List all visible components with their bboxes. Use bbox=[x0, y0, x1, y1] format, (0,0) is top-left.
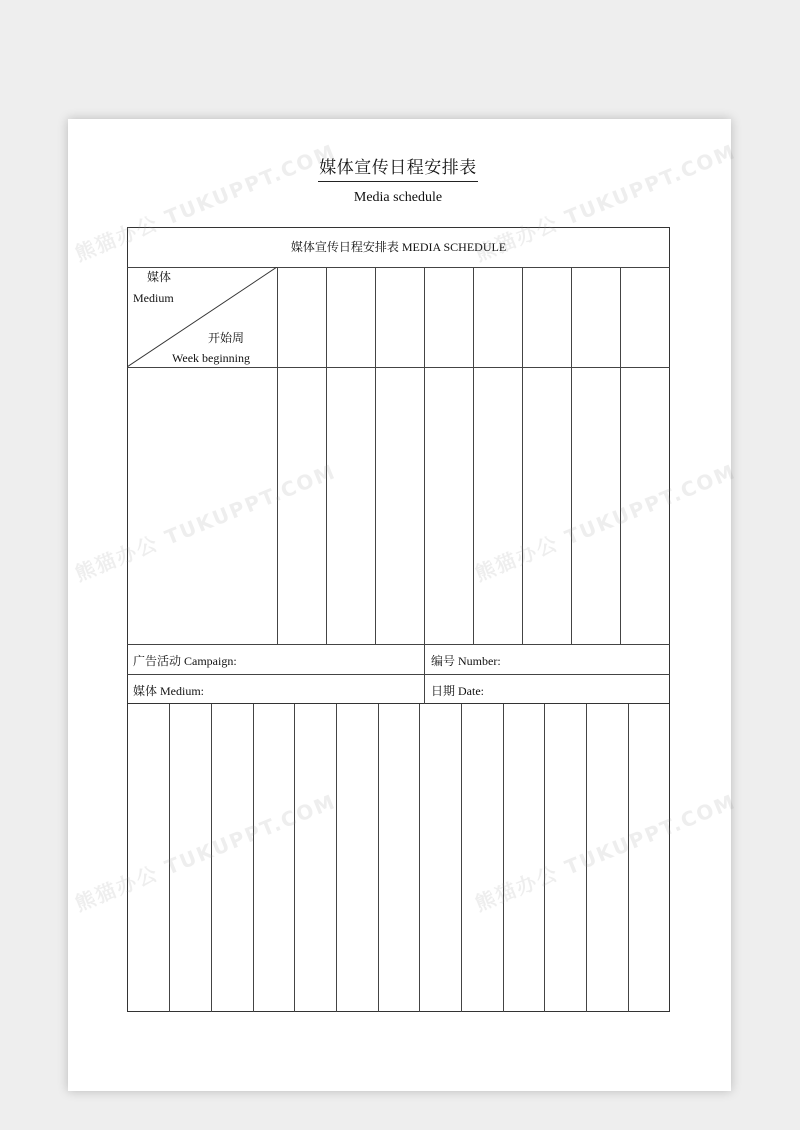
info-row-divider bbox=[127, 674, 670, 675]
grid-column-divider bbox=[544, 704, 545, 1012]
grid-column-divider bbox=[378, 704, 379, 1012]
column-divider bbox=[571, 267, 572, 644]
grid-column-divider bbox=[586, 704, 587, 1012]
number-label: 编号 Number: bbox=[431, 654, 501, 668]
lower-grid-table bbox=[127, 704, 670, 1012]
grid-column-divider bbox=[419, 704, 420, 1012]
column-divider bbox=[620, 267, 621, 644]
document-title-chinese: 媒体宣传日程安排表 bbox=[318, 157, 478, 182]
corner-medium-en: Medium bbox=[133, 291, 174, 305]
corner-medium-cn: 媒体 bbox=[147, 270, 172, 284]
column-divider bbox=[375, 267, 376, 644]
grid-column-divider bbox=[211, 704, 212, 1012]
table-header: 媒体宣传日程安排表 MEDIA SCHEDULE bbox=[290, 240, 507, 254]
info-column-divider bbox=[424, 644, 425, 704]
grid-column-divider bbox=[461, 704, 462, 1012]
campaign-label: 广告活动 Campaign: bbox=[133, 654, 237, 668]
corner-week-en: Week beginning bbox=[172, 351, 251, 365]
grid-column-divider bbox=[253, 704, 254, 1012]
grid-column-divider bbox=[503, 704, 504, 1012]
grid-column-divider bbox=[294, 704, 295, 1012]
column-divider bbox=[326, 267, 327, 644]
column-divider bbox=[424, 267, 425, 644]
corner-week-cn: 开始周 bbox=[208, 331, 245, 345]
grid-column-divider bbox=[169, 704, 170, 1012]
column-divider bbox=[473, 267, 474, 644]
info-row-top-border bbox=[127, 644, 670, 645]
medium-label: 媒体 Medium: bbox=[133, 684, 204, 698]
date-label: 日期 Date: bbox=[431, 684, 484, 698]
grid-column-divider bbox=[628, 704, 629, 1012]
grid-column-divider bbox=[336, 704, 337, 1012]
document-title-english: Media schedule bbox=[353, 190, 443, 205]
column-divider bbox=[522, 267, 523, 644]
